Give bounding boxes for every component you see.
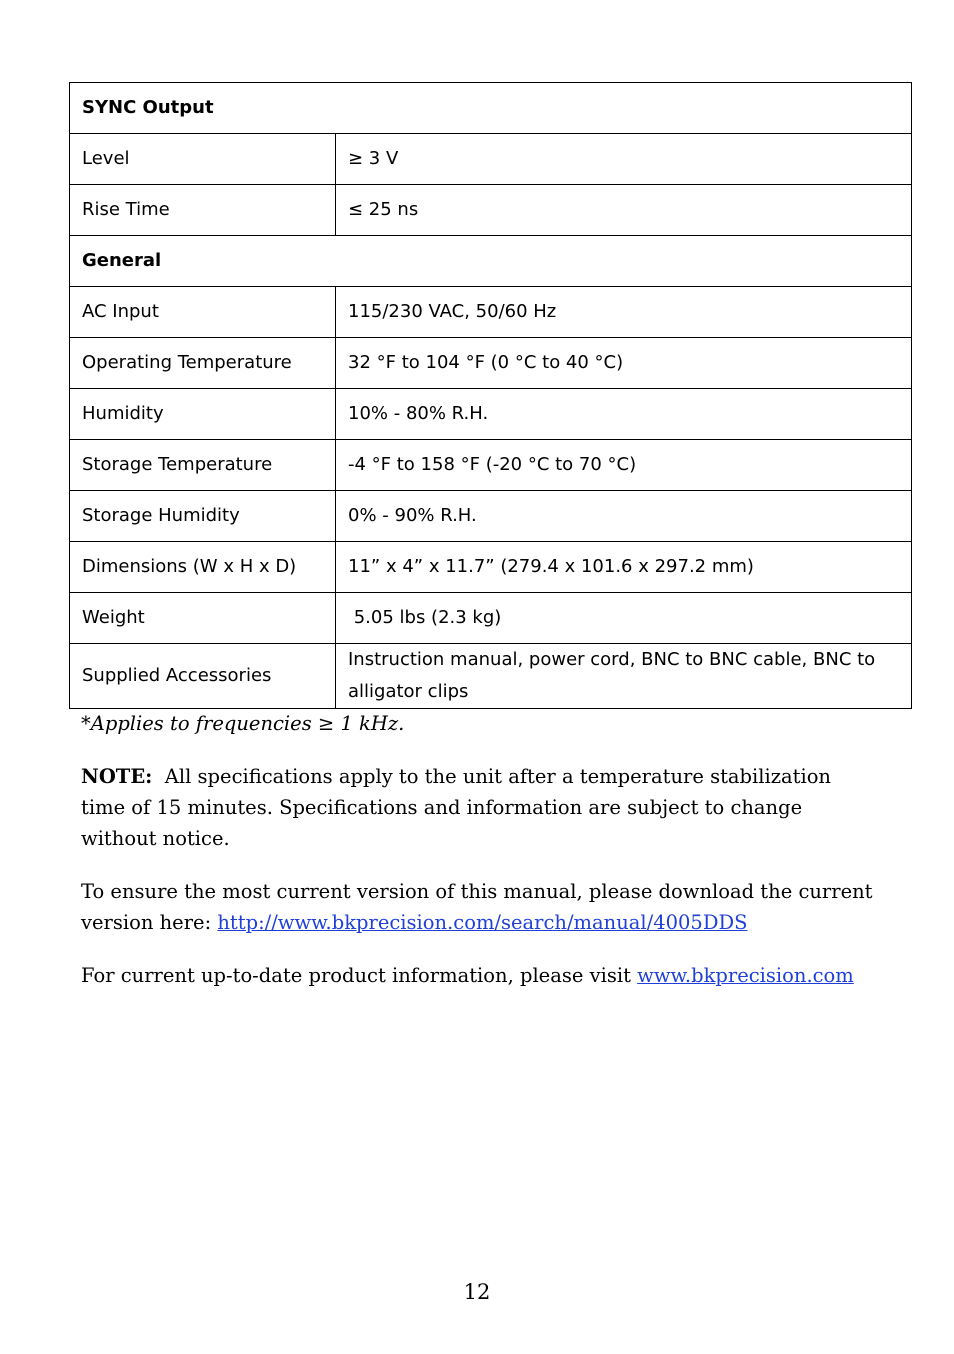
manual-link[interactable]: http://www.bkprecision.com/search/manual/4005DDS (217, 911, 748, 934)
section-title-general: General (70, 236, 912, 287)
spec-label-storage-temperature: Storage Temperature (70, 440, 336, 491)
spec-label-weight: Weight (70, 593, 336, 644)
spec-label-storage-humidity: Storage Humidity (70, 491, 336, 542)
table-row (70, 287, 912, 338)
spec-value-storage-humidity: 0% - 90% R.H. (336, 491, 912, 542)
section-header-row (70, 83, 912, 134)
spec-value-humidity: 10% - 80% R.H. (336, 389, 912, 440)
table-row (70, 389, 912, 440)
spec-label-level: Level (70, 134, 336, 185)
table-row (70, 644, 912, 709)
section-header-row (70, 236, 912, 287)
info-paragraph (81, 960, 901, 991)
spec-value-ac-input: 115/230 VAC, 50/60 Hz (336, 287, 912, 338)
spec-value-level: ≥ 3 V (336, 134, 912, 185)
spec-label-rise-time: Rise Time (70, 185, 336, 236)
spec-value-weight: 5.05 lbs (2.3 kg) (336, 593, 912, 644)
table-row (70, 134, 912, 185)
spec-label-ac-input: AC Input (70, 287, 336, 338)
table-row (70, 542, 912, 593)
table-row (70, 593, 912, 644)
spec-value-rise-time: ≤ 25 ns (336, 185, 912, 236)
table-row (70, 185, 912, 236)
manual-text: To ensure the most current version of this manual, please download the current version here: (81, 880, 873, 934)
info-text: For current up-to-date product information, please visit (81, 964, 631, 987)
spec-value-operating-temperature: 32 °F to 104 °F (0 °C to 40 °C) (336, 338, 912, 389)
note-label: NOTE: (81, 765, 153, 788)
manual-paragraph (81, 876, 881, 938)
spec-label-dimensions: Dimensions (W x H x D) (70, 542, 336, 593)
spec-value-storage-temperature: -4 °F to 158 °F (-20 °C to 70 °C) (336, 440, 912, 491)
website-link[interactable]: www.bkprecision.com (637, 964, 854, 987)
section-title-sync-output: SYNC Output (70, 83, 912, 134)
table-row (70, 491, 912, 542)
table-row (70, 338, 912, 389)
spec-label-humidity: Humidity (70, 389, 336, 440)
page-number: 12 (463, 1280, 491, 1304)
spec-value-supplied-accessories: Instruction manual, power cord, BNC to BNC cable, BNC to alligator clips (336, 644, 912, 709)
note-paragraph (81, 761, 881, 854)
spec-label-operating-temperature: Operating Temperature (70, 338, 336, 389)
spec-value-dimensions: 11” x 4” x 11.7” (279.4 x 101.6 x 297.2 mm) (336, 542, 912, 593)
footnote: *Applies to frequencies ≥ 1 kHz. (81, 712, 405, 735)
specifications-table (69, 82, 912, 709)
spec-label-supplied-accessories: Supplied Accessories (70, 644, 336, 709)
note-text: All specifications apply to the unit after a temperature stabilization time of 15 minutes. Specifications and information are subject to change without notice. (81, 765, 831, 850)
table-row (70, 440, 912, 491)
